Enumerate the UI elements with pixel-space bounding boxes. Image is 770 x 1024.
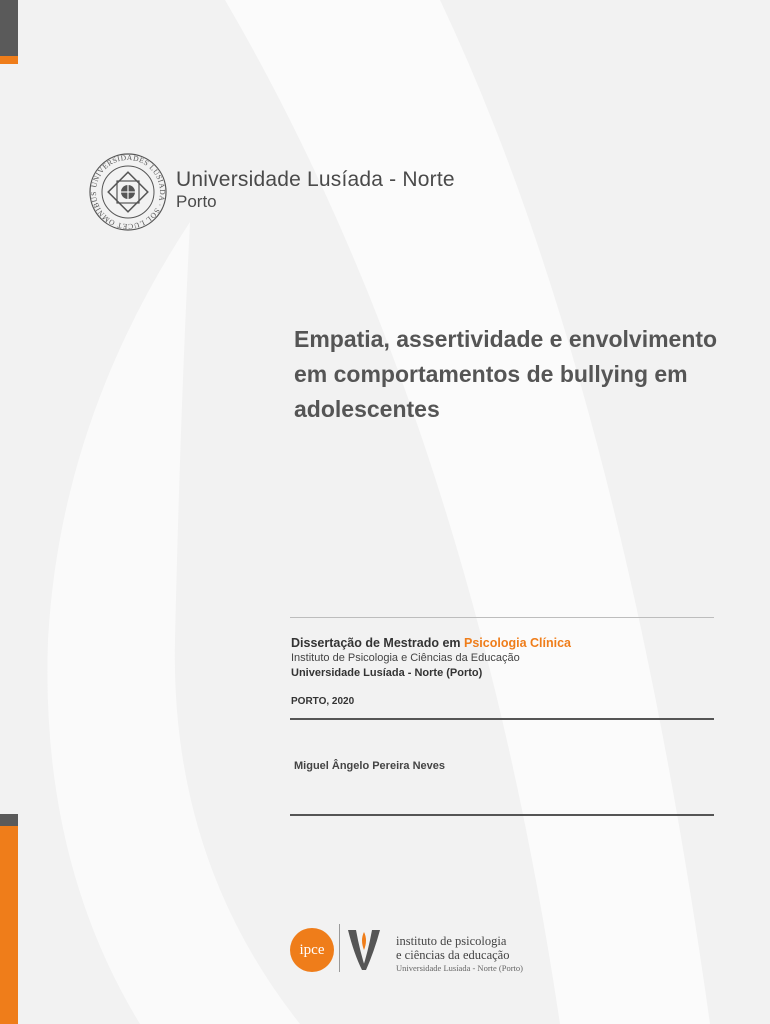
ipce-badge: ipce — [290, 928, 334, 972]
left-edge-bar-top-accent — [0, 56, 18, 64]
divider-middle — [290, 718, 714, 720]
author-name: Miguel Ângelo Pereira Neves — [294, 760, 445, 772]
left-edge-bar-top — [0, 0, 18, 56]
degree-prefix: Dissertação de Mestrado em — [291, 636, 464, 650]
ipce-divider — [339, 924, 340, 972]
divider-bottom — [290, 814, 714, 816]
thesis-title: Empatia, assertividade e envolvimento em comportamentos de bullying em adolescentes — [294, 326, 718, 422]
university-name: Universidade Lusíada - Norte — [176, 168, 455, 191]
place-date: PORTO, 2020 — [291, 696, 355, 707]
degree-line — [291, 636, 571, 650]
left-edge-bar-bottom — [0, 826, 18, 1024]
ipce-name-line1: instituto de psicologia — [396, 934, 507, 948]
divider-top — [290, 617, 714, 618]
university-city: Porto — [176, 192, 217, 211]
university-seal-logo — [88, 152, 168, 232]
degree-field: Psicologia Clínica — [464, 636, 571, 650]
ipce-name-line2: e ciências da educação — [396, 948, 510, 962]
left-edge-bar-bottom-grey — [0, 814, 18, 826]
ipce-v-mark-icon — [344, 926, 384, 972]
university-full-name: Universidade Lusíada - Norte (Porto) — [291, 667, 483, 679]
svg-text:UNIVERSIDADES LUSIADA · SOL LU: UNIVERSIDADES LUSIADA · SOL LUCET OMNIBUS — [88, 152, 168, 232]
institute-name: Instituto de Psicologia e Ciências da Educação — [291, 652, 520, 664]
ipce-university-line: Universidade Lusíada - Norte (Porto) — [396, 963, 523, 973]
